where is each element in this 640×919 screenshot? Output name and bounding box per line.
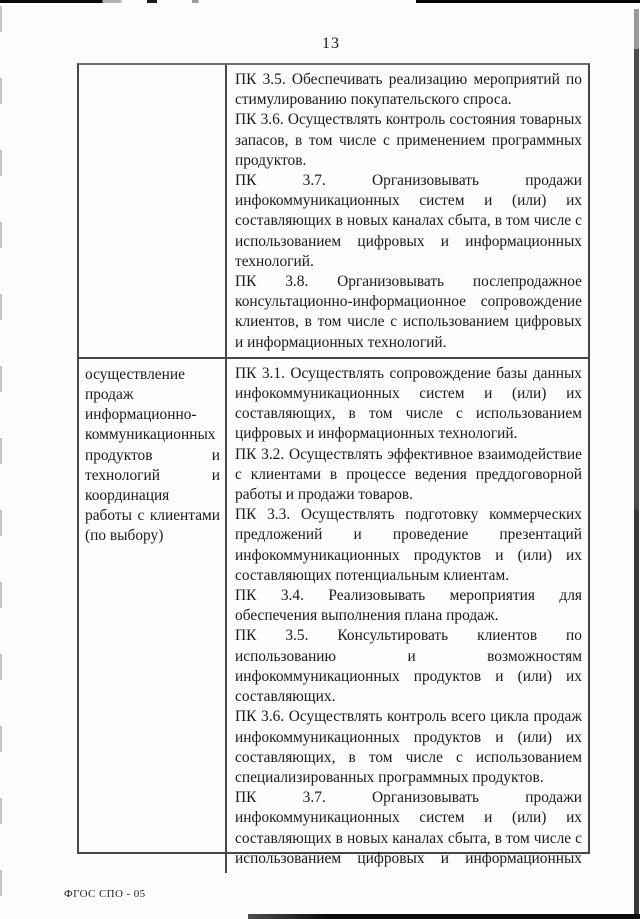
competency-paragraph-truncated: ПК 3.7. Организовывать продажи инфокоммуникационных систем и (или) их составляющих в новых каналах сбыта, в том числе с использованием цифровых и информационных <box>235 789 582 867</box>
competency-paragraph: ПК 3.5. Консультировать клиентов по использованию и возможностям инфокоммуникационных продуктов и (или) их составляющих. <box>235 627 582 706</box>
activity-area-cell: осуществление продаж информационно-коммуникационных продуктов и технологий и координация работы с клиентами (по выбору) <box>79 359 227 873</box>
competency-paragraph: ПК 3.5. Обеспечивать реализацию мероприятий по стимулированию покупательского спроса. <box>235 71 582 109</box>
table-row-continued <box>79 65 588 359</box>
competency-paragraph: ПК 3.8. Организовывать послепродажное консультационно-информационное сопровождение клиентов, в том числе с использованием цифровых и информационных технологий. <box>235 273 582 351</box>
competency-paragraph: ПК 3.6. Осуществлять контроль состояния товарных запасов, в том числе с применением программных продуктов. <box>235 111 582 169</box>
competency-paragraph: ПК 3.6. Осуществлять контроль всего цикла продаж инфокоммуникационных продуктов и (или) их составляющих, в том числе с использованием специализированных программных продуктов. <box>235 708 582 786</box>
competency-list-cell <box>227 359 588 873</box>
competency-paragraph: ПК 3.1. Осуществлять сопровождение базы данных инфокоммуникационных систем и (или) их составляющих, в том числе с использованием цифровых и информационных технологий. <box>235 364 582 443</box>
competency-list-cell <box>227 65 588 357</box>
competency-paragraph: ПК 3.2. Осуществлять эффективное взаимодействие с клиентами в процессе ведения преддоговорной работы и продажи товаров. <box>235 445 582 504</box>
competency-paragraph: ПК 3.7. Организовывать продажи инфокоммуникационных систем и (или) их составляющих в новых каналах сбыта, в том числе с использованием цифровых и информационных технологий. <box>235 172 582 270</box>
table-row-sales-coordination <box>79 359 588 873</box>
competency-paragraph: ПК 3.3. Осуществлять подготовку коммерческих предложений и проведение презентаций инфокоммуникационных продуктов и (или) их составляющих потенциальным клиентам. <box>235 506 582 584</box>
scan-artifact-right-edge <box>634 9 639 919</box>
scan-artifact-bottom-edge <box>248 914 640 919</box>
scan-artifact-left-edge <box>0 6 2 911</box>
scan-artifact-top-edge <box>0 0 640 3</box>
page-number: 13 <box>322 35 340 52</box>
document-code-footer: ФГОС СПО - 05 <box>64 888 146 900</box>
competencies-table <box>77 63 590 867</box>
activity-area-cell-empty <box>79 65 227 357</box>
competency-paragraph: ПК 3.4. Реализовывать мероприятия для обеспечения выполнения плана продаж. <box>235 587 582 625</box>
